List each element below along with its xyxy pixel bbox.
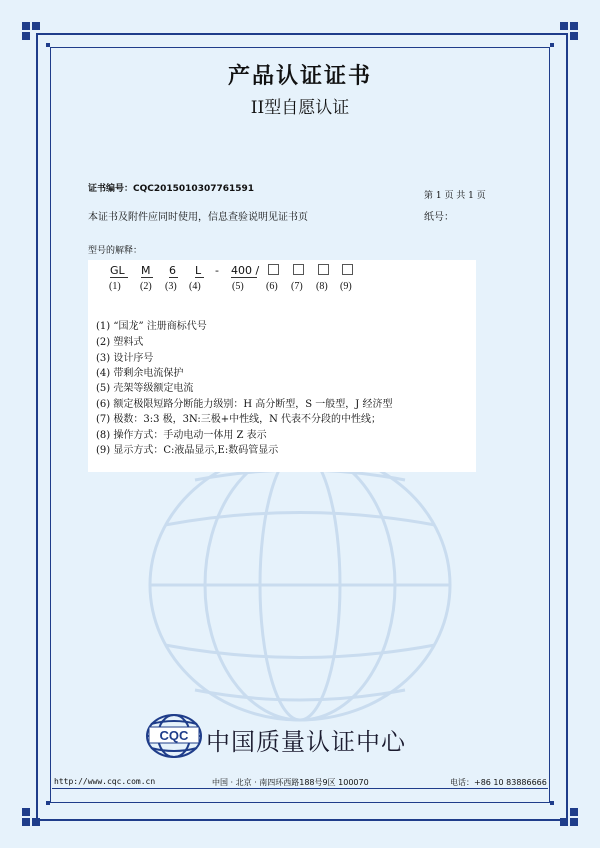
model-code-index: (3) — [165, 281, 177, 292]
model-code-index: (8) — [316, 281, 328, 292]
placeholder-box — [318, 264, 329, 275]
model-code-index: (6) — [266, 281, 278, 292]
model-code-index: (1) — [109, 281, 121, 292]
model-code-index: (9) — [340, 281, 352, 292]
footer-website: http://www.cqc.com.cn — [54, 777, 156, 786]
explanation-line: (5) 壳架等级额定电流 — [96, 383, 194, 394]
model-code-index: (7) — [291, 281, 303, 292]
certificate-title: 产品认证证书 — [227, 64, 372, 89]
placeholder-box — [268, 264, 279, 275]
organization-name: 中国质量认证中心 — [206, 728, 406, 756]
model-code-part: GL — [110, 264, 125, 277]
model-code-part: - — [215, 264, 219, 277]
model-explanation-label: 型号的解释： — [88, 246, 143, 256]
underline — [195, 277, 204, 278]
certificate-subtitle: II型自愿认证 — [250, 98, 350, 118]
usage-notice: 本证书及附件应同时使用，信息查验说明见证书页 — [88, 212, 308, 223]
paper-number-label: 纸号： — [424, 212, 454, 223]
placeholder-box — [342, 264, 353, 275]
model-code-index: (5) — [232, 281, 244, 292]
model-code-index: (4) — [189, 281, 201, 292]
explanation-line: (1) “国龙” 注册商标代号 — [96, 321, 207, 332]
explanation-line: (8) 操作方式：手动电动一体用 Z 表示 — [96, 430, 267, 441]
underline — [231, 277, 257, 278]
page-info: 第 1 页 共 1 页 — [424, 191, 486, 201]
explanation-line: (7) 极数：3:3 极，3N:三极+中性线，N 代表不分段的中性线； — [96, 414, 382, 425]
logo-text: CQC — [159, 728, 189, 743]
placeholder-box — [293, 264, 304, 275]
explanation-line: (3) 设计序号 — [96, 353, 154, 364]
footer-address: 中国 · 北京 · 南四环西路188号9区 100070 — [212, 778, 369, 787]
explanation-line: (2) 塑料式 — [96, 337, 144, 348]
underline — [110, 277, 128, 278]
explanation-line: (9) 显示方式：C:液晶显示,E:数码管显示 — [96, 445, 279, 456]
model-code-part: 400 / — [231, 264, 260, 277]
underline — [169, 277, 178, 278]
globe-watermark-icon — [140, 440, 460, 730]
model-code-part: L — [195, 264, 202, 277]
underline — [141, 277, 153, 278]
footer-phone: 电话：+86 10 83886666 — [450, 778, 547, 787]
model-code-part: M — [141, 264, 151, 277]
cqc-logo-icon — [145, 712, 203, 760]
explanation-line: (6) 额定极限短路分断能力级别：H 高分断型，S 一般型，J 经济型 — [96, 399, 393, 410]
explanation-line: (4) 带剩余电流保护 — [96, 368, 184, 379]
model-code-part: 6 — [169, 264, 176, 277]
footer-divider — [52, 788, 548, 789]
certificate-number: 证书编号：CQC2015010307761591 — [88, 184, 255, 194]
model-code-index: (2) — [140, 281, 152, 292]
